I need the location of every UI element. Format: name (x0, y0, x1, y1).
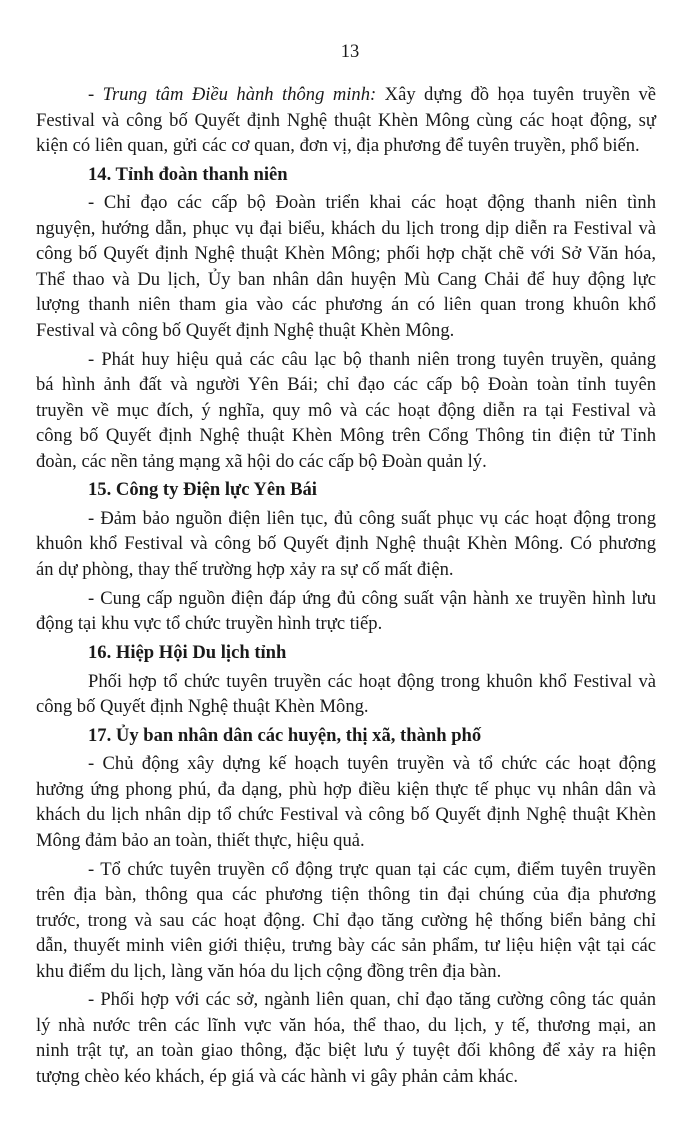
document-body (36, 82, 656, 1089)
text-line: án dự phòng, thay thế trường hợp xảy ra sự cố mất điện. (36, 558, 454, 580)
text-line: - Chỉ đạo các cấp bộ Đoàn triển khai các hoạt động thanh niên tình (88, 192, 656, 214)
text-line: động tại khu vực tổ chức truyền hình trực tiếp. (36, 613, 383, 635)
text-line: truyền về mục đích, ý nghĩa, quy mô và các hoạt động diễn ra tại Festival và (36, 399, 656, 421)
heading-text: 15. Công ty Điện lực Yên Bái (88, 479, 317, 501)
text-line: khuôn khổ Festival và công bố Quyết định Nghệ thuật Khèn Mông. Có phương (36, 533, 656, 555)
paragraph (36, 857, 656, 985)
heading-text: 17. Ủy ban nhân dân các huyện, thị xã, thành phố (88, 724, 482, 746)
text-line: bá hình ảnh đất và người Yên Bái; chỉ đạo các cấp bộ Đoàn toàn tỉnh tuyên (36, 374, 656, 396)
text-line (36, 82, 656, 108)
text-line: lý nhà nước trên các lĩnh vực văn hóa, thể thao, du lịch, y tế, thương mại, an (36, 1014, 656, 1036)
section-heading (36, 640, 656, 666)
paragraph (36, 987, 656, 1089)
text-line: - Phối hợp với các sở, ngành liên quan, chỉ đạo tăng cường công tác quản (88, 989, 656, 1011)
section-heading (36, 477, 656, 503)
paragraph (36, 190, 656, 343)
page-number: 13 (340, 42, 360, 62)
text-line: lượng thanh niên tham gia vào các phương án có liên quan trong khuôn khổ (36, 294, 656, 316)
text-line: Festival và công bố Quyết định Nghệ thuật Khèn Mông cùng các hoạt động, sự (36, 109, 656, 131)
paragraph (36, 506, 656, 583)
text-line: Festival và công bố Quyết định Nghệ thuật Khèn Mông. (36, 319, 455, 341)
line-text: Xây dựng đồ họa tuyên truyền về (376, 84, 656, 105)
text-line: khách du lịch nhân dịp tổ chức Festival và công bố Quyết định Nghệ thuật Khèn (36, 804, 656, 826)
text-line: - Cung cấp nguồn điện đáp ứng đủ công suất vận hành xe truyền hình lưu (88, 587, 656, 609)
text-line: - Chủ động xây dựng kế hoạch tuyên truyền và tổ chức các hoạt động (88, 753, 656, 775)
heading-text: 16. Hiệp Hội Du lịch tỉnh (88, 641, 287, 663)
text-line: kiện có liên quan, gửi các cơ quan, đơn vị, địa phương để tuyên truyền, phổ biến. (36, 135, 640, 156)
paragraph (36, 751, 656, 853)
paragraph (36, 347, 656, 475)
text-line: trên địa bàn, thông qua các phương tiện thông tin đại chúng của địa phương (36, 884, 656, 906)
text-line: trước, trong và sau các hoạt động. Chỉ đạo tăng cường hệ thống biển bảng chỉ (36, 909, 656, 931)
italic-label: - Trung tâm Điều hành thông minh: (88, 84, 377, 105)
text-line: công bố Quyết định Nghệ thuật Khèn Mông trên Cổng Thông tin điện tử Tỉnh (36, 425, 656, 447)
section-heading (36, 162, 656, 188)
text-line: khu điểm du lịch, làng văn hóa du lịch cộng đồng trên địa bàn. (36, 960, 502, 982)
paragraph (36, 82, 656, 159)
text-line: Mông đảm bảo an toàn, thiết thực, hiệu quả. (36, 829, 365, 851)
text-line: - Đảm bảo nguồn điện liên tục, đủ công suất phục vụ các hoạt động trong (88, 507, 656, 529)
text-line: Phối hợp tổ chức tuyên truyền các hoạt động trong khuôn khổ Festival và (88, 670, 656, 692)
text-line: - Phát huy hiệu quả các câu lạc bộ thanh niên trong tuyên truyền, quảng (88, 348, 656, 370)
text-line: dẫn, thuyết minh viên giới thiệu, trưng bày các sản phẩm, tư liệu hiện vật tại các (36, 935, 656, 957)
text-line: ninh trật tự, an toàn giao thông, đặc biệt lưu ý tuyệt đối không để xảy ra hiện (36, 1040, 656, 1062)
heading-text: 14. Tỉnh đoàn thanh niên (88, 163, 288, 185)
text-line: công bố Quyết định Nghệ thuật Khèn Mông. (36, 696, 369, 717)
section-heading (36, 723, 656, 749)
text-line: nguyện, hướng dẫn, phục vụ đại biểu, khách du lịch trong dịp diễn ra Festival và (36, 217, 656, 239)
text-line: tượng chèo kéo khách, ép giá và các hành vi gây phản cảm khác. (36, 1065, 518, 1087)
text-line: công bố Quyết định Nghệ thuật Khèn Mông; phối hợp chặt chẽ với Sở Văn hóa, (36, 243, 656, 265)
text-line: Thể thao và Du lịch, Ủy ban nhân dân huyện Mù Cang Chải để huy động lực (36, 268, 656, 290)
text-line: hưởng ứng phong phú, đa dạng, phù hợp điều kiện thực tế phục vụ nhân dân và (36, 778, 656, 800)
text-line: đoàn, các nền tảng mạng xã hội do các cấp bộ Đoàn quản lý. (36, 450, 487, 472)
text-line: - Tổ chức tuyên truyền cổ động trực quan tại các cụm, điểm tuyên truyền (88, 858, 656, 880)
paragraph (36, 669, 656, 720)
paragraph (36, 586, 656, 637)
